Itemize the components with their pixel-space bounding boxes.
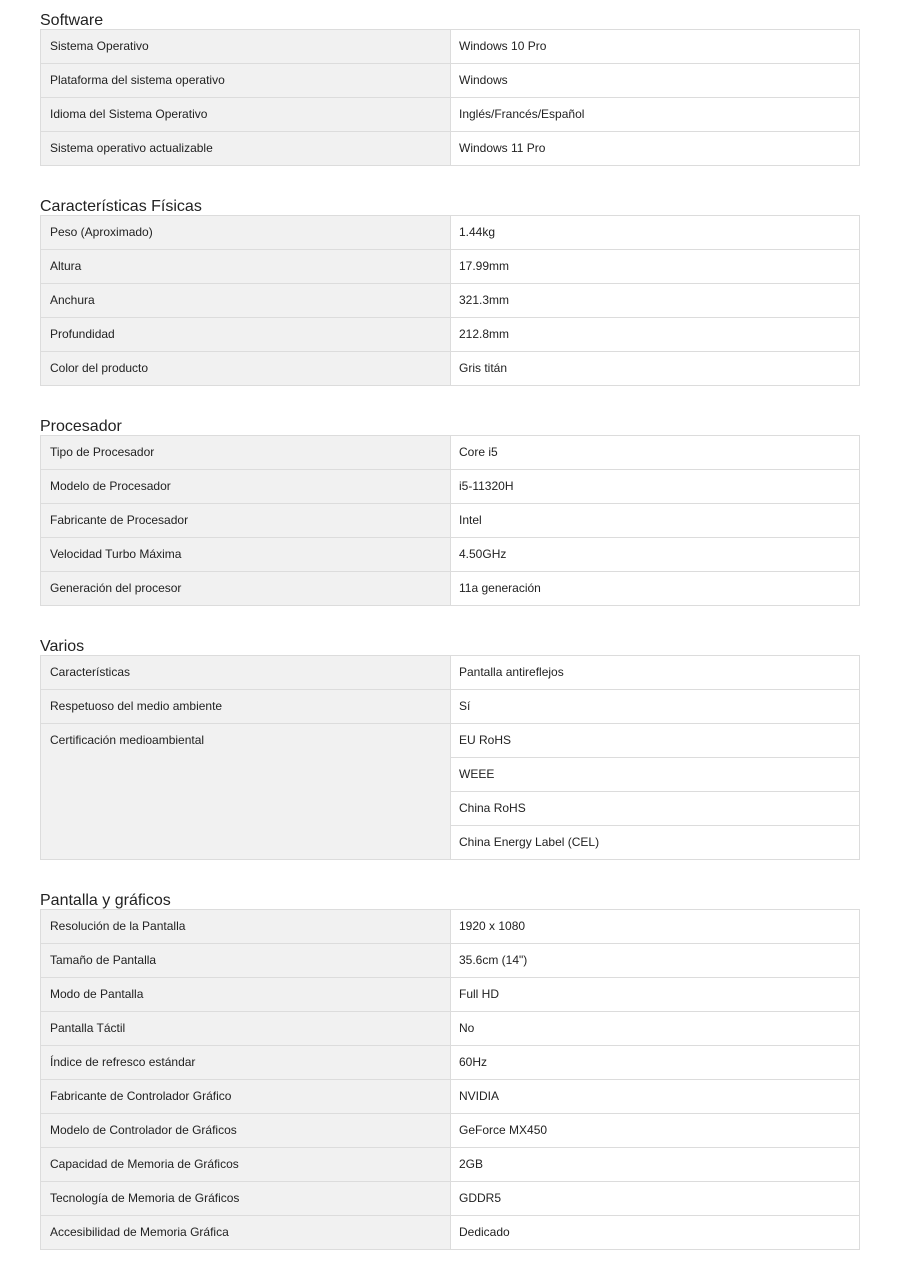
section-processor: [40, 406, 860, 606]
table-row: [41, 538, 859, 572]
spec-label: Altura: [41, 250, 451, 283]
spec-value: Inglés/Francés/Español: [451, 98, 859, 131]
table-row: [41, 656, 859, 690]
spec-value: Windows 10 Pro: [451, 30, 859, 63]
table-row: [41, 132, 859, 166]
spec-label: Certificación medioambiental: [41, 724, 451, 859]
spec-label: Modelo de Procesador: [41, 470, 451, 503]
table-row: [41, 504, 859, 538]
spec-label: Resolución de la Pantalla: [41, 910, 451, 943]
spec-label: Plataforma del sistema operativo: [41, 64, 451, 97]
table-row: [41, 1012, 859, 1046]
section-physical: [40, 186, 860, 386]
spec-value: Core i5: [451, 436, 859, 469]
section-title: Características Físicas: [40, 198, 202, 215]
spec-value: 60Hz: [451, 1046, 859, 1079]
spec-value: 1920 x 1080: [451, 910, 859, 943]
section-display: [40, 880, 860, 1250]
spec-label: Peso (Aproximado): [41, 216, 451, 249]
spec-value: Windows: [451, 64, 859, 97]
spec-label: Fabricante de Controlador Gráfico: [41, 1080, 451, 1113]
table-row: [41, 318, 859, 352]
spec-label: Generación del procesor: [41, 572, 451, 605]
section-title: Software: [40, 12, 104, 29]
table-row: [41, 1114, 859, 1148]
spec-table: [40, 29, 860, 166]
spec-value: i5-11320H: [451, 470, 859, 503]
spec-value: NVIDIA: [451, 1080, 859, 1113]
spec-label: Tecnología de Memoria de Gráficos: [41, 1182, 451, 1215]
section-software: [40, 0, 860, 166]
spec-value: EU RoHS: [451, 724, 859, 758]
spec-label: Características: [41, 656, 451, 689]
table-row: [41, 98, 859, 132]
spec-table: [40, 655, 860, 860]
spec-value: Sí: [451, 690, 859, 723]
table-row: [41, 30, 859, 64]
spec-value: GeForce MX450: [451, 1114, 859, 1147]
spec-value: Gris titán: [451, 352, 859, 385]
spec-label: Modo de Pantalla: [41, 978, 451, 1011]
spec-value: 321.3mm: [451, 284, 859, 317]
section-misc: [40, 626, 860, 860]
table-row: [41, 944, 859, 978]
spec-value: WEEE: [451, 758, 859, 792]
table-row: [41, 284, 859, 318]
spec-label: Velocidad Turbo Máxima: [41, 538, 451, 571]
spec-label: Profundidad: [41, 318, 451, 351]
table-row: [41, 250, 859, 284]
spec-label: Modelo de Controlador de Gráficos: [41, 1114, 451, 1147]
spec-value: No: [451, 1012, 859, 1045]
spec-label: Respetuoso del medio ambiente: [41, 690, 451, 723]
spec-value: GDDR5: [451, 1182, 859, 1215]
table-row: [41, 572, 859, 606]
table-row: [41, 1148, 859, 1182]
spec-table: [40, 215, 860, 386]
spec-label: Sistema operativo actualizable: [41, 132, 451, 165]
spec-label: Pantalla Táctil: [41, 1012, 451, 1045]
table-row: [41, 64, 859, 98]
table-row-multi: [41, 724, 859, 860]
spec-label: Tamaño de Pantalla: [41, 944, 451, 977]
spec-label: Capacidad de Memoria de Gráficos: [41, 1148, 451, 1181]
table-row: [41, 910, 859, 944]
table-row: [41, 1216, 859, 1250]
table-row: [41, 1182, 859, 1216]
spec-value-list: [451, 724, 859, 859]
spec-label: Accesibilidad de Memoria Gráfica: [41, 1216, 451, 1249]
section-title: Varios: [40, 638, 85, 655]
table-row: [41, 352, 859, 386]
spec-value: Full HD: [451, 978, 859, 1011]
table-row: [41, 690, 859, 724]
table-row: [41, 978, 859, 1012]
section-title: Procesador: [40, 418, 122, 435]
table-row: [41, 436, 859, 470]
spec-value: Dedicado: [451, 1216, 859, 1249]
spec-value: 35.6cm (14"): [451, 944, 859, 977]
spec-label: Tipo de Procesador: [41, 436, 451, 469]
spec-value: China Energy Label (CEL): [459, 835, 600, 849]
spec-label: Anchura: [41, 284, 451, 317]
spec-table: [40, 435, 860, 606]
spec-label: Sistema Operativo: [41, 30, 451, 63]
spec-value: 17.99mm: [451, 250, 859, 283]
spec-table: [40, 909, 860, 1250]
spec-label: Índice de refresco estándar: [41, 1046, 451, 1079]
spec-value: Windows 11 Pro: [451, 132, 859, 165]
spec-label: Idioma del Sistema Operativo: [41, 98, 451, 131]
spec-value: China RoHS: [451, 792, 859, 826]
spec-value: 2GB: [451, 1148, 859, 1181]
spec-value: 212.8mm: [451, 318, 859, 351]
spec-label: Fabricante de Procesador: [41, 504, 451, 537]
spec-value: Intel: [451, 504, 859, 537]
table-row: [41, 216, 859, 250]
section-title: Pantalla y gráficos: [40, 892, 171, 909]
table-row: [41, 1080, 859, 1114]
spec-value: Pantalla antireflejos: [451, 656, 859, 689]
spec-value: 1.44kg: [451, 216, 859, 249]
table-row: [41, 470, 859, 504]
spec-label: Color del producto: [41, 352, 451, 385]
spec-value: 11a generación: [451, 572, 859, 605]
table-row: [41, 1046, 859, 1080]
spec-value: 4.50GHz: [451, 538, 859, 571]
